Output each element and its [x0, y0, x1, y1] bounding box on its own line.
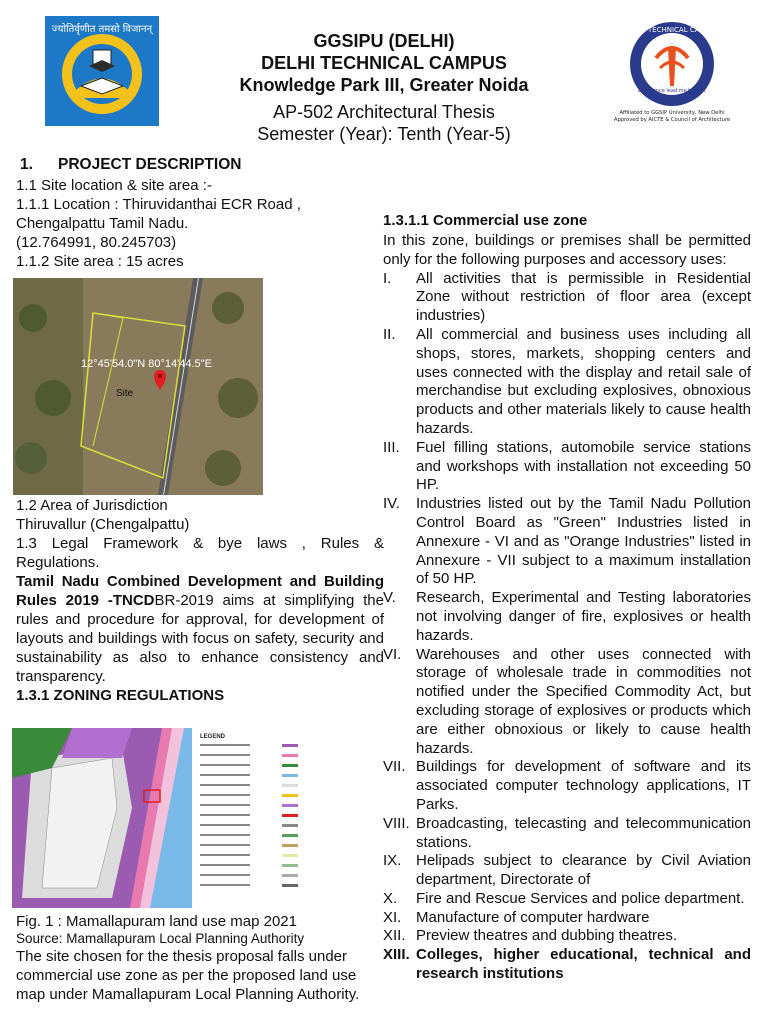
location-text: 1.1.1 Location : Thiruvidanthai ECR Road , Chengalpattu Tamil Nadu. — [16, 196, 301, 232]
site-pin-label: Site — [116, 388, 134, 399]
list-item: XII. Preview theatres and dubbing theatres. — [383, 927, 677, 945]
university-logo-text: ज्योतिर्वृणीत तमसो विजानन् — [51, 24, 153, 35]
list-item: II. All commercial and business uses including all shops, stores, markets, shopping centers and uses connected with the display and retail sale of merchandise but excluding explosives, obnoxious products and other materials likely to cause health hazards. — [383, 325, 751, 437]
header-line-4: AP-502 Architectural Thesis — [273, 102, 495, 122]
university-logo — [45, 16, 159, 126]
site-satellite-image — [13, 278, 263, 495]
header-line-2: DELHI TECHNICAL CAMPUS — [261, 53, 507, 73]
header-line-5: Semester (Year): Tenth (Year-5) — [257, 124, 511, 144]
permitted-uses-list — [383, 270, 751, 984]
jurisdiction-text: Thiruvallur (Chengalpattu) — [16, 516, 190, 533]
header-title — [170, 30, 598, 96]
campus-logo-text: DELHI TECHNICAL CAMPUS — [624, 26, 720, 34]
commercial-zone-heading: 1.3.1.1 Commercial use zone — [383, 212, 588, 229]
site-location-heading: 1.1 Site location & site area :- — [16, 177, 212, 194]
header-line-1: GGSIPU (DELHI) — [313, 31, 455, 51]
site-coordinate-label: 12°45'54.0"N 80°14'44.5"E — [81, 358, 212, 370]
list-item: VIII. Broadcasting, telecasting and telecommunication stations. — [383, 814, 751, 851]
zoning-heading: 1.3.1 ZONING REGULATIONS — [16, 687, 225, 704]
list-item: VII. Buildings for development of software and its associated computer technology applications, IT Parks. — [383, 758, 751, 813]
jurisdiction-heading: 1.2 Area of Jurisdiction — [16, 497, 168, 514]
campus-logo — [606, 18, 738, 124]
figure-caption: Fig. 1 : Mamallapuram land use map 2021 — [16, 913, 297, 930]
commercial-zone-content — [383, 232, 751, 984]
tncdbr-text: BR-2019 aims at simplifying the rules and procedure for approval, for development of layouts and buildings with focus on safety, security and sustainability as also to enhance consistency and transparency. — [16, 592, 384, 685]
list-item: IV. Industries listed out by the Tamil Nadu Pollution Control Board as "Green" Industries listed in Annexure - VI and as "Orange Industries" listed in Annexure - VII subject to a maximum installation of 50 HP. — [383, 495, 751, 588]
list-item: XIII. Colleges, higher educational, technical and research institutions — [383, 946, 751, 983]
campus-logo-caption-2: Approved by AICTE & Council of Architecture — [613, 117, 731, 123]
campus-logo-caption-1: Affiliated to GGSIP University, New Delhi — [619, 110, 725, 116]
site-location-block — [16, 176, 384, 271]
list-item: VI. Warehouses and other uses connected with storage of wholesale trade in commodities not notified under the Specified Commodity Act, but excluding storage of explosives or products which are either obnoxious or likely to cause health hazards. — [383, 645, 751, 757]
jurisdiction-block — [16, 496, 384, 705]
list-item: IX. Helipads subject to clearance by Civil Aviation department, Directorate of — [383, 852, 751, 889]
section-title: PROJECT DESCRIPTION — [58, 156, 242, 173]
figure-caption-block — [16, 912, 384, 1004]
section-number: 1. — [20, 156, 33, 173]
map-legend-title: LEGEND — [200, 734, 226, 740]
list-item: XI. Manufacture of computer hardware — [383, 908, 650, 926]
list-item: V. Research, Experimental and Testing laboratories not involving danger of fire, explosives or health hazards. — [383, 589, 751, 644]
site-zone-paragraph: The site chosen for the thesis proposal falls under commercial use zone as per the proposed land use map under Mamallapuram Local Planning Authority. — [16, 948, 360, 1003]
site-area-text: 1.1.2 Site area : 15 acres — [16, 253, 184, 270]
list-item: X. Fire and Rescue Services and police department. — [383, 889, 745, 907]
coordinates-text: (12.764991, 80.245703) — [16, 234, 177, 251]
campus-logo-tagline: Excellence lead me to light — [638, 88, 706, 94]
section-heading — [20, 156, 241, 174]
header-subtitle — [170, 101, 598, 145]
figure-source: Source: Mamallapuram Local Planning Authority — [16, 931, 305, 946]
legal-framework-heading: 1.3 Legal Framework & bye laws , Rules & Regulations. — [16, 535, 384, 571]
list-item: III. Fuel filling stations, automobile service stations and workshops with installation not exceeding 50 HP. — [383, 438, 751, 494]
tncdbr-title: Tamil Nadu Combined Development and Building Rules 2019 -TNCD — [16, 573, 384, 609]
header-line-3: Knowledge Park III, Greater Noida — [239, 75, 529, 95]
land-use-map-image — [12, 728, 312, 908]
list-item: I. All activities that is permissible in Residential Zone without restriction of floor area (except industries) — [383, 269, 751, 325]
commercial-zone-intro: In this zone, buildings or premises shall be permitted only for the following purposes and accessory uses: — [383, 232, 751, 268]
